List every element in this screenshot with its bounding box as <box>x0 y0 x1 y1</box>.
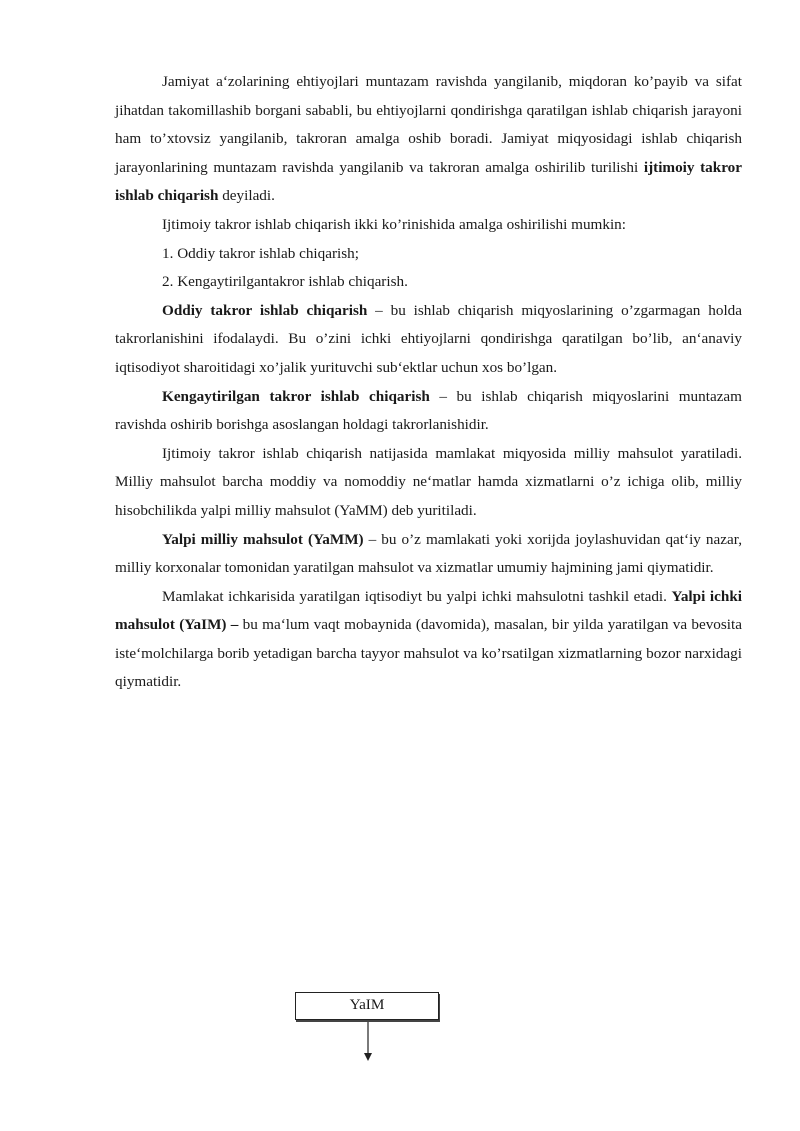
paragraph-gdp <box>115 583 742 697</box>
paragraph-text: – bu o’z mamlakati yoki xorijda joylashuvidan qat‘iy nazar, milliy korxonalar tomonidan yaratilgan mahsulot va xizmatlar umumiy hajmining jami qiymatidir. <box>115 530 742 577</box>
term-gdp: Yalpi ichki mahsulot (YaIM) – <box>115 587 742 634</box>
down-arrow-icon <box>361 1022 375 1062</box>
term-gnp: Yalpi milliy mahsulot (YaMM) <box>162 530 364 548</box>
list-item-1: 1. Oddiy takror ishlab chiqarish; <box>162 244 359 262</box>
term-simple-reproduction: Oddiy takror ishlab chiqarish <box>162 301 368 319</box>
paragraph-text: deyiladi. <box>218 187 275 205</box>
paragraph-text: – bu ishlab chiqarish miqyoslarini muntazam ravishda oshirib borishga asoslangan holdagi takrorlanishidir. <box>115 387 742 434</box>
paragraph-simple-reproduction <box>115 297 742 383</box>
paragraph-forms: Ijtimoiy takror ishlab chiqarish ikki ko’rinishida amalga oshirilishi mumkin: <box>162 215 626 233</box>
paragraph-text: – bu ishlab chiqarish miqyoslarining o’zgarmagan holda takrorlanishini ifodalaydi. Bu o’zini ichki ehtiyojlarni qondirishga qaratilgan bo’lib, an‘anaviy iqtisodiyot sharoitidagi xo’jalik yurituvchi sub‘ektlar uchun xos bo’lgan. <box>115 301 742 376</box>
paragraph-text: Jamiyat a‘zolarining ehtiyojlari muntazam ravishda yangilanib, miqdoran ko’payib va sifat jihatdan takomillashib borgani sababli, bu ehtiyojlarni qondirishga qaratilgan ishlab chiqarish jarayoni ham to’xtovsiz yangilanib, takroran amalga oshib boradi. Jamiyat miqyosidagi ishlab chiqarish jarayonlarining muntazam ravishda yangilanib va takroran amalga oshirilib turilishi <box>115 73 742 176</box>
list-item-2: 2. Kengaytirilgantakror ishlab chiqarish. <box>162 273 408 291</box>
term-extended-reproduction: Kengaytirilgan takror ishlab chiqarish <box>162 387 430 405</box>
paragraph-national-product: Ijtimoiy takror ishlab chiqarish natijasida mamlakat miqyosida milliy mahsulot yaratiladi. Milliy mahsulot barcha moddiy va nomoddiy ne‘matlar hamda xizmatlarni o’z ichiga olib, milliy hisobchilikda yalpi milliy mahsulot (YaMM) deb yuritiladi. <box>115 444 742 519</box>
document-body <box>115 68 742 697</box>
term-social-reproduction: ijtimoiy takror ishlab chiqarish <box>115 158 742 205</box>
paragraph-text: Mamlakat ichkarisida yaratilgan iqtisodiyt bu yalpi ichki mahsulotni tashkil etadi. <box>162 587 672 605</box>
diagram-box-yaim: YaIM <box>295 992 439 1020</box>
paragraph-intro <box>115 68 742 211</box>
paragraph-text: bu ma‘lum vaqt mobaynida (davomida), masalan, bir yilda yaratilgan va bevosita iste‘molchilarga borib yetadigan barcha tayyor mahsulot va ko’rsatilgan xizmatlarning bozor narxidagi qiymatidir. <box>115 616 742 691</box>
paragraph-gnp <box>115 526 742 583</box>
paragraph-extended-reproduction <box>115 383 742 440</box>
